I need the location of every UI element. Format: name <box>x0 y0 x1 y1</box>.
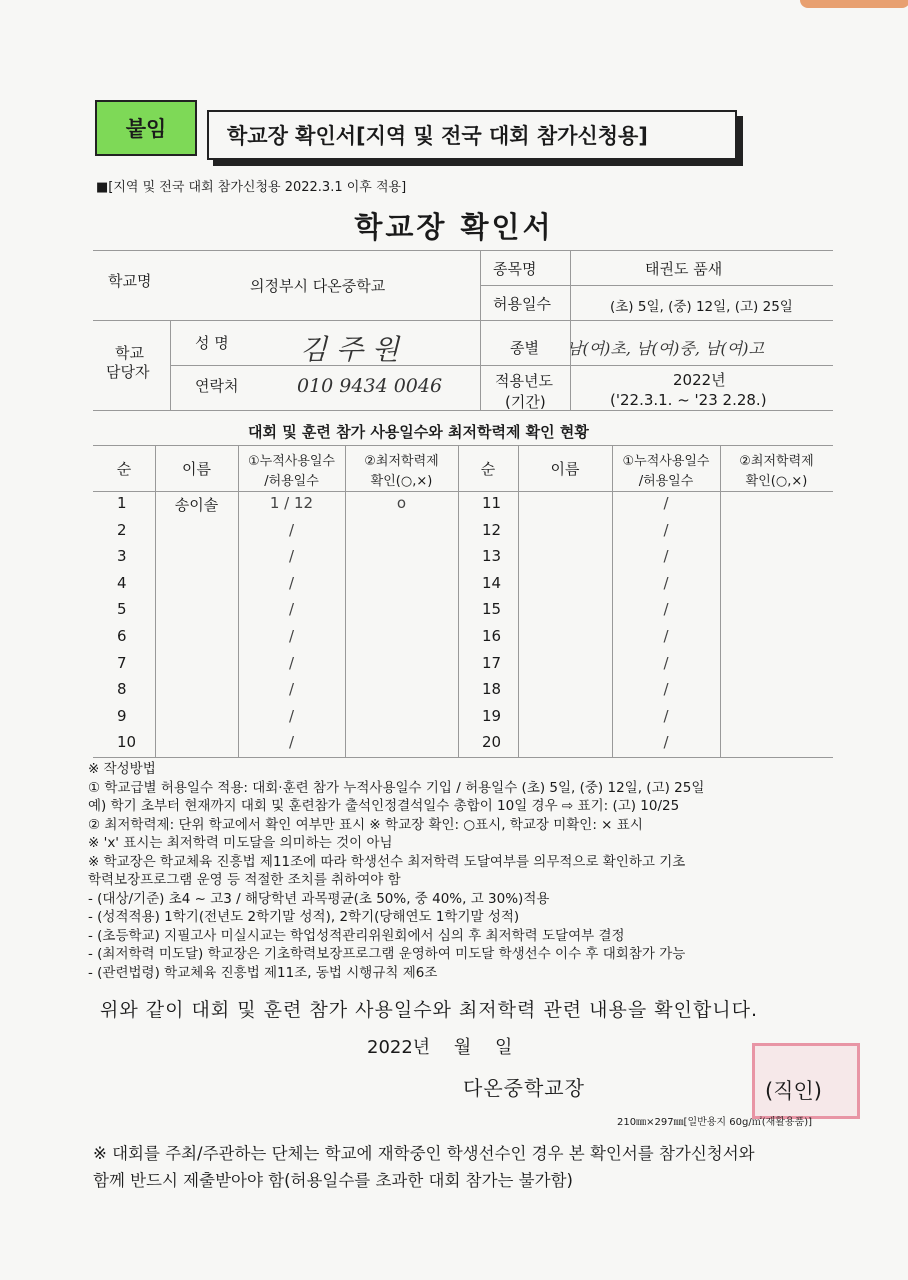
allowed-days-value: (초) 5일, (중) 12일, (고) 25일 <box>610 299 793 315</box>
col-check-1-right: ②최저학력제 <box>739 454 814 469</box>
document-title: 학교장 확인서 <box>354 210 554 244</box>
footer-line-1: ※ 대회를 주최/주관하는 단체는 학교에 재학중인 학생선수인 경우 본 확인서를 참가신청서와 <box>93 1144 755 1163</box>
status-table-title: 대회 및 훈련 참가 사용일수와 최저학력제 확인 현황 <box>248 423 589 441</box>
note-line: - (최저학력 미도달) 학교장은 기초학력보장프로그램 운영하여 미도달 학생선수 이수 후 대회참가 가능 <box>88 946 686 962</box>
row-days: / <box>288 733 295 752</box>
applicability-note: ■[지역 및 전국 대회 참가신청용 2022.3.1 이후 적용] <box>96 180 407 195</box>
row-number: 14 <box>482 573 502 592</box>
row-name: 송이솔 <box>174 496 219 514</box>
row-number: 10 <box>117 733 137 752</box>
col-order: 순 <box>116 460 132 478</box>
col-check-2-right: 확인(○,×) <box>745 474 808 489</box>
allowed-days-label: 허용일수 <box>493 295 551 313</box>
row-days: / <box>663 600 669 619</box>
row-number: 16 <box>482 627 502 645</box>
row-number: 1 <box>117 494 127 512</box>
note-line: ※ 작성방법 <box>88 761 156 777</box>
row-days: / <box>663 494 669 512</box>
row-days: / <box>288 547 295 566</box>
confirmation-statement: 위와 같이 대회 및 훈련 참가 사용일수와 최저학력 관련 내용을 확인합니다. <box>100 999 759 1021</box>
col-order-right: 순 <box>480 460 496 478</box>
row-days: / <box>288 680 295 699</box>
row-number: 12 <box>482 520 502 539</box>
footer-line-2: 함께 반드시 제출받아야 함(허용일수를 초과한 대회 참가는 불가함) <box>93 1171 573 1190</box>
attachment-badge: 붙임 <box>95 100 197 156</box>
row-days: / <box>663 573 669 592</box>
footer-note <box>93 1140 755 1194</box>
col-days-1-right: ①누적사용일수 <box>622 454 710 469</box>
instructions <box>88 760 704 982</box>
school-name-value: 의정부시 다온중학교 <box>250 277 386 295</box>
row-days: / <box>663 733 669 752</box>
note-line: - (초등학교) 지필고사 미실시교는 학업성적관리위원회에서 심의 후 최저학력 도달여부 결정 <box>88 927 625 944</box>
note-line: - (대상/기준) 초4 ~ 고3 / 해당학년 과목평균(초 50%, 중 40%, 고 30%)적용 <box>88 890 550 907</box>
row-days: / <box>288 573 295 592</box>
row-number: 13 <box>482 547 502 566</box>
paper-edge-mark <box>800 0 908 8</box>
col-name-right: 이름 <box>550 460 580 478</box>
manager-label-2: 담당자 <box>106 363 150 381</box>
event-value: 태권도 품새 <box>645 260 723 278</box>
name-value: 김 주 원 <box>300 333 399 366</box>
note-line: 학력보장프로그램 운영 등 적절한 조치를 취하여야 함 <box>88 872 401 888</box>
note-line: ② 최저학력제: 단위 학교에서 확인 여부만 표시 ※ 학교장 확인: ○표시, 학교장 미확인: × 표시 <box>88 816 643 833</box>
row-number: 6 <box>117 627 127 645</box>
year-label-2: (기간) <box>505 393 546 411</box>
row-number: 20 <box>482 733 502 752</box>
row-number: 7 <box>117 653 127 672</box>
seal-label: (직인) <box>765 1079 822 1103</box>
row-number: 11 <box>482 494 502 512</box>
row-check: o <box>396 494 407 512</box>
note-line: - (관련법령) 학교체육 진흥법 제11조, 동법 시행규칙 제6조 <box>88 964 438 981</box>
col-check-2: 확인(○,×) <box>370 474 433 489</box>
contact-label: 연락처 <box>195 377 239 395</box>
year-label-1: 적용년도 <box>495 372 553 390</box>
row-number: 9 <box>117 706 127 725</box>
row-days: 1 / 12 <box>269 494 314 512</box>
school-name-label: 학교명 <box>108 272 152 290</box>
category-label: 종별 <box>510 339 539 357</box>
row-days: / <box>663 547 669 566</box>
note-line: ※ 학교장은 학교체육 진흥법 제11조에 따라 학생선수 최저학력 도달여부를 의무적으로 확인하고 기초 <box>88 853 686 870</box>
row-days: / <box>663 706 669 725</box>
row-number: 15 <box>482 600 502 619</box>
row-number: 19 <box>482 706 502 725</box>
period-value: ('22.3.1. ~ '23 2.28.) <box>610 391 767 409</box>
col-check-1: ②최저학력제 <box>364 454 439 469</box>
contact-value: 010 9434 0046 <box>297 375 443 397</box>
row-days: / <box>288 653 295 672</box>
confirmation-date: 2022년 월 일 <box>367 1037 513 1058</box>
row-number: 17 <box>482 653 502 672</box>
col-days-2-right: /허용일수 <box>638 474 694 489</box>
col-days-2: /허용일수 <box>264 474 319 489</box>
row-days: / <box>288 520 295 539</box>
note-line: ① 학교급별 허용일수 적용: 대회·훈련 참가 누적사용일수 기입 / 허용일수 (초) 5일, (중) 12일, (고) 25일 <box>88 779 705 796</box>
row-days: / <box>663 627 669 645</box>
row-number: 18 <box>482 680 502 699</box>
col-name: 이름 <box>182 460 211 478</box>
row-number: 3 <box>117 547 127 566</box>
principal-name: 다온중학교장 <box>463 1076 585 1100</box>
row-days: / <box>663 520 669 539</box>
row-number: 5 <box>117 600 127 619</box>
row-days: / <box>663 680 669 699</box>
row-number: 8 <box>117 680 127 699</box>
paper-spec: 210㎜×297㎜[일반용지 60g/㎡(재활용품)] <box>617 1117 813 1128</box>
event-label: 종목명 <box>493 260 537 278</box>
note-line: ※ 'x' 표시는 최저학력 미도달을 의미하는 것이 아님 <box>88 835 393 851</box>
manager-label-1: 학교 <box>115 344 144 362</box>
row-number: 4 <box>117 573 127 592</box>
name-label: 성 명 <box>195 334 229 352</box>
row-days: / <box>288 706 295 725</box>
col-days-1: ①누적사용일수 <box>247 454 335 469</box>
note-line: - (성적적용) 1학기(전년도 2학기말 성적), 2학기(당해연도 1학기말 성적) <box>88 909 520 925</box>
row-days: / <box>663 653 669 672</box>
row-days: / <box>288 600 295 619</box>
year-value: 2022년 <box>673 371 726 389</box>
row-number: 2 <box>117 520 127 539</box>
form-title: 학교장 확인서[지역 및 전국 대회 참가신청용] <box>207 110 737 160</box>
note-line: 예) 학기 초부터 현재까지 대회 및 훈련참가 출석인정결석일수 총합이 10일 경우 ⇨ 표기: (고) 10/25 <box>88 798 680 814</box>
row-days: / <box>288 627 295 645</box>
category-value: 남(여)초, 남(여)중, 남(여)고 <box>567 339 764 358</box>
